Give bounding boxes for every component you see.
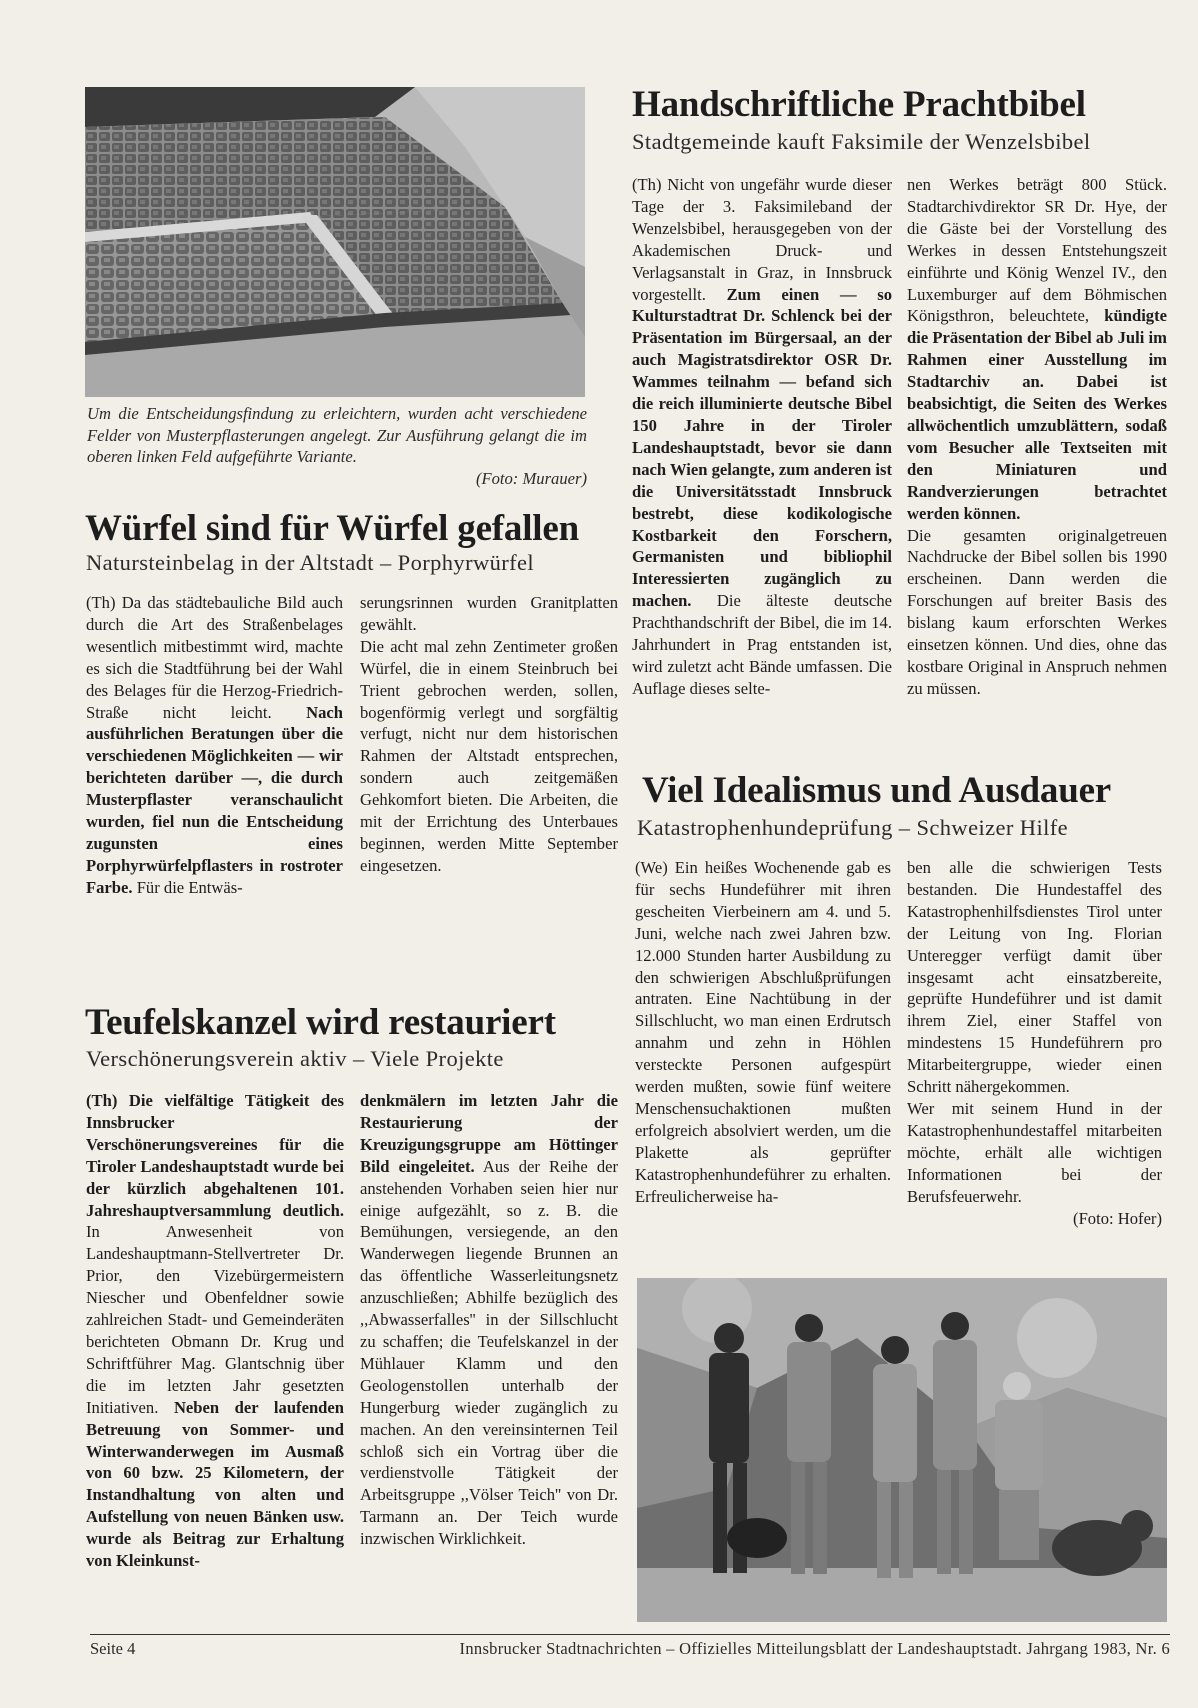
text-run: Aus der Reihe der anstehenden Vorhaben seien hier nur einige aufgezählt, so z. B. die Bemühungen, versiegende, an den Wanderwegen liegende Brunnen an das öffentliche Wasserleitungsnetz anzuschließen; Abhilfe bezüglich des ,,Abwasserfalles'' in der Sillschlucht zu schaffen; die Teufelskanzel in der Mühlauer Klamm und den Geologenstollen unterhalb der Hungerburg wieder zugänglich zu machen. An den vereinsinternen Teil schloß sich ein Vortrag über die verdienstvolle Tätigkeit der Arbeitsgruppe ,,Völser Teich'' von Dr. Tarmann an. Der Teich wurde inzwischen Wirklichkeit. (360, 1156, 618, 1549)
rescue-team-photo-image (637, 1278, 1167, 1622)
bold-run: kündigte die Präsentation der Bibel ab Juli im Rahmen einer Ausstellung im Stadtarchiv an. Dabei ist beabsichtigt, die Seiten des Werkes allwöchentlich umzublättern, sodaß vom Besucher alle Textseiten mit den Miniaturen und Randverzierungen betrachtet werden können. (907, 306, 1167, 523)
subhead-prachtbibel: Stadtgemeinde kauft Faksimile der Wenzelsbibel (632, 129, 1091, 154)
pavement-photo (85, 87, 585, 397)
article-wuerfel-col1 (86, 592, 343, 902)
paragraph: Die acht mal zehn Zentimeter großen Würfel, die in einem Steinbruch bei Trient gebrochen werden, sollen, bogenförmig verlegt und sorgfältig verfugt, nicht nur dem historischen Rahmen der Altstadt entsprechen, sondern auch zeitgemäßen Gehkomfort bieten. Die Arbeiten, die mit der Errichtung des Unterbaues beginnen, werden Mitte September eingesetzen. (360, 636, 618, 875)
article-prachtbibel-col2 (907, 174, 1167, 754)
subhead-teufelskanzel: Verschönerungsverein aktiv – Viele Projekte (86, 1046, 504, 1071)
paragraph: Wer mit seinem Hund in der Katastrophenhundestaffel mitarbeiten möchte, erhält alle wichtigen Informationen bei der Berufsfeuerwehr. (907, 1098, 1162, 1206)
paragraph: serungsrinnen wurden Granitplatten gewählt. (360, 593, 618, 634)
article-prachtbibel-col1 (632, 174, 892, 754)
text-run: (Th) Nicht von ungefähr wurde dieser Tage der 3. Faksimileband der Wenzelsbibel, herausgegeben von der Akademischen Druck- und Verlagsanstalt in Graz, in Innsbruck vorgestellt. (632, 175, 892, 304)
photo-credit: (Foto: Hofer) (1073, 1208, 1162, 1228)
bold-run: (Th) Die vielfältige Tätigkeit des Innsbrucker Verschönerungsvereines für die Tiroler Landeshauptstadt wurde bei der kürzlich abgehaltenen 101. Jahreshauptversammlung deutlich. (86, 1091, 344, 1220)
rescue-team-photo (637, 1278, 1167, 1622)
bold-run: Zum einen — so Kulturstadtrat Dr. Schlenck bei der Präsentation im Bürgersaal, an der auch Magistratsdirektor OSR Dr. Wammes teilnahm — befand sich die reich illuminierte deutsche Bibel 150 Jahre in der Tiroler Landeshauptstadt, bevor sie dann nach Wien gelangte, zum anderen ist die Universitätsstadt Innsbruck bestrebt, diese kodikologische Kostbarkeit den Forschern, Germanisten und bibliophil Interessierten zugänglich zu machen. (632, 284, 892, 611)
caption-text: Um die Entscheidungsfindung zu erleichtern, wurden acht verschiedene Felder von Musterpflasterungen angelegt. Zur Ausführung gelangt die im oberen linken Feld aufgeführte Variante. (87, 404, 587, 466)
page-footer (90, 1634, 1170, 1659)
article-idealismus-col1 (635, 857, 891, 1257)
text-run: Die älteste deutsche Prachthandschrift der Bibel, die im 14. Jahrhundert in Prag entstanden ist, wird zuletzt acht Bände umfassen. Die Auflage dieses selte- (632, 591, 892, 698)
text-run: (Th) Da das städtebauliche Bild auch durch die Art des Straßenbelages wesentlich mitbestimmt wird, machte es sich die Stadtführung bei der Wahl des Belages für die Herzog-Friedrich-Straße nicht leicht. (86, 593, 343, 722)
photo-credit: (Foto: Murauer) (475, 468, 587, 488)
paragraph: Die gesamten originalgetreuen Nachdrucke der Bibel sollen bis 1990 erscheinen. Dann werden die Forschungen auf breiter Basis des bislang kaum erforschten Werkes einsetzen können. Und dies, ohne das kostbare Original in Anspruch nehmen zu müssen. (907, 525, 1167, 698)
subhead-idealismus: Katastrophenhundeprüfung – Schweizer Hilfe (637, 815, 1069, 840)
article-idealismus-col2 (907, 857, 1162, 1257)
bold-run: Neben der laufenden Betreuung von Sommer- und Winterwanderwegen im Ausmaß von 60 bzw. 25 Kilometern, der Instandhaltung von alten und Aufstellung von neuen Bänken usw. wurde als Beitrag zur Erhaltung von Kleinkunst- (86, 1397, 344, 1571)
article-wuerfel-col2 (360, 592, 618, 902)
text-run: Für die Entwäs- (132, 877, 243, 897)
paragraph: ben alle die schwierigen Tests bestanden. Die Hundestaffel des Katastrophenhilfsdienstes Tirol unter der Leitung von Ing. Florian Unteregger verfügt damit über insgesamt acht einsatzbereite, geprüfte Hundeführer und ist damit ihrem Ziel, einer Staffel von mindestens 15 Hundeführern pro Mitarbeitergruppe, wieder einen Schritt nähergekommen. (907, 858, 1162, 1097)
article-teufelskanzel-col1 (86, 1090, 344, 1622)
paragraph: (We) Ein heißes Wochenende gab es für sechs Hundeführer mit ihren gescheiten Vierbeinern am 4. und 5. Juni, welche nach zwei Jahren bzw. 12.000 Stunden harter Ausbildung zu den schwierigen Abschlußprüfungen antraten. Eine Nachtübung in der Sillschlucht, wo man einen Erdrutsch annahm und zehn in Höhlen versteckte Personen aufgespürt werden mußten, sowie fünf weitere Menschensuchaktionen mußten erfolgreich absolviert werden, um die Plakette als geprüfter Katastrophenhundeführer zu erhalten. Erfreulicherweise ha- (635, 858, 891, 1206)
pavement-photo-caption (87, 403, 587, 489)
article-teufelskanzel-col2 (360, 1090, 618, 1622)
bold-run: Nach ausführlichen Beratungen über die verschiedenen Möglichkeiten — wir berichteten darüber —, die durch Musterpflaster veranschaulicht wurden, fiel nun die Entscheidung zugunsten eines Porphyrwürfelpflasters in rostroter Farbe. (86, 702, 343, 897)
pavement-photo-image (85, 87, 585, 397)
bold-run: denkmälern im letzten Jahr die Restaurierung der Kreuzigungsgruppe am Höttinger Bild eingeleitet. (360, 1091, 618, 1176)
text-run: nen Werkes beträgt 800 Stück. Stadtarchivdirektor SR Dr. Hye, der die Gäste bei der Vorstellung des Werkes in dessen Entstehungszeit einführte und König Wenzel IV., den Luxemburger auf dem Böhmischen Königsthron, beleuchtete, (907, 175, 1167, 326)
page-number: Seite 4 (90, 1639, 136, 1658)
headline-wuerfel: Würfel sind für Würfel gefallen (85, 508, 579, 549)
publication-title: Innsbrucker Stadtnachrichten – Offizielles Mitteilungsblatt der Landeshauptstadt. Jahrgang 1983, Nr. 6 (459, 1639, 1170, 1658)
text-run: In Anwesenheit von Landeshauptmann-Stellvertreter Dr. Prior, den Vizebürgermeistern Niescher und Obenfeldner sowie zahlreichen Stadt- und Gemeinderäten berichteten Obmann Dr. Krug und Schriftführer Mag. Glantschnig über die im letzten Jahr gesetzten Initiativen. (86, 1222, 344, 1417)
subhead-wuerfel: Natursteinbelag in der Altstadt – Porphyrwürfel (86, 550, 535, 575)
headline-teufelskanzel: Teufelskanzel wird restauriert (85, 1002, 556, 1043)
headline-idealismus: Viel Idealismus und Ausdauer (642, 770, 1112, 811)
headline-prachtbibel: Handschriftliche Prachtbibel (632, 84, 1086, 125)
